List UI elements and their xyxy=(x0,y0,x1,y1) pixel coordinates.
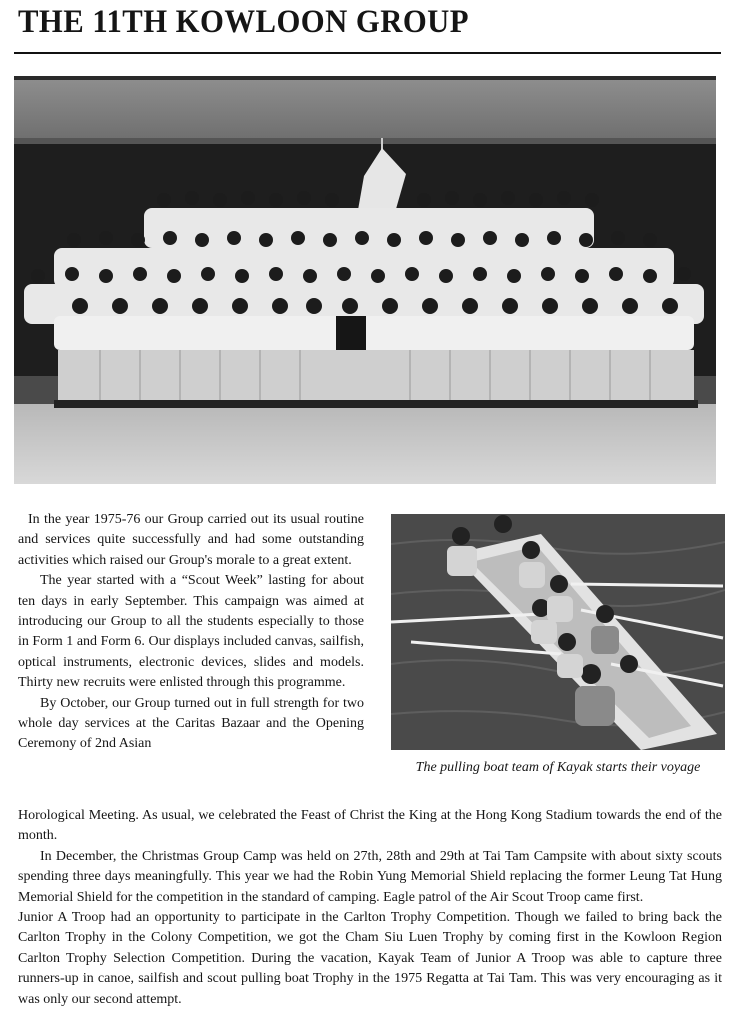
article-column xyxy=(18,510,364,755)
page-title: THE 11TH KOWLOON GROUP xyxy=(18,4,470,40)
boat-photo-caption: The pulling boat team of Kayak starts their voyage xyxy=(415,760,701,775)
title-rule xyxy=(14,52,721,54)
paragraph: Horological Meeting. As usual, we celebrated the Feast of Christ the King at the Hong Kong Stadium towards the end of the month. xyxy=(18,808,722,844)
article-full-width xyxy=(18,806,722,1010)
boat-photo xyxy=(391,514,725,750)
paragraph: In the year 1975-76 our Group carried out its usual routine and services quite successfully and had some outstanding activities which raised our Group's morale to a great extent. xyxy=(18,512,364,568)
paragraph: Junior A Troop had an opportunity to participate in the Carlton Trophy Competition. Though we failed to bring back the Carlton Trophy in the Colony Competition, we got the Cham Siu Luen Trophy by coming first in the Kowloon Region Carlton Trophy Selection Competition. During the vacation, Kayak Team of Junior A Troop was able to capture three runners-up in canoe, sailfish and scout pulling boat Trophy in the 1975 Regatta at Tai Tam. This was very encouraging as it was only our second attempt. xyxy=(18,910,722,1007)
paragraph: In December, the Christmas Group Camp was held on 27th, 28th and 29th at Tai Tam Campsite with about sixty scouts spending three days meaningfully. This year we had the Robin Yung Memorial Shield replacing the former Leung Tat Hung Memorial Shield for the competition in the standard of camping. Eagle patrol of the Air Scout Troop came first. xyxy=(18,848,722,905)
paragraph: By October, our Group turned out in full strength for two whole day services at the Caritas Bazaar and the Opening Ceremony of 2nd Asian xyxy=(18,695,364,752)
group-photo xyxy=(14,76,716,484)
paragraph: The year started with a “Scout Week” lasting for about ten days in early September. This campaign was aimed at introducing our Group to all the students especially to those in Form 1 and Form 6. Our displays included canvas, sailfish, optical instruments, electronic devices, slides and models. Thirty new recruits were enlisted through this programme. xyxy=(18,573,364,691)
